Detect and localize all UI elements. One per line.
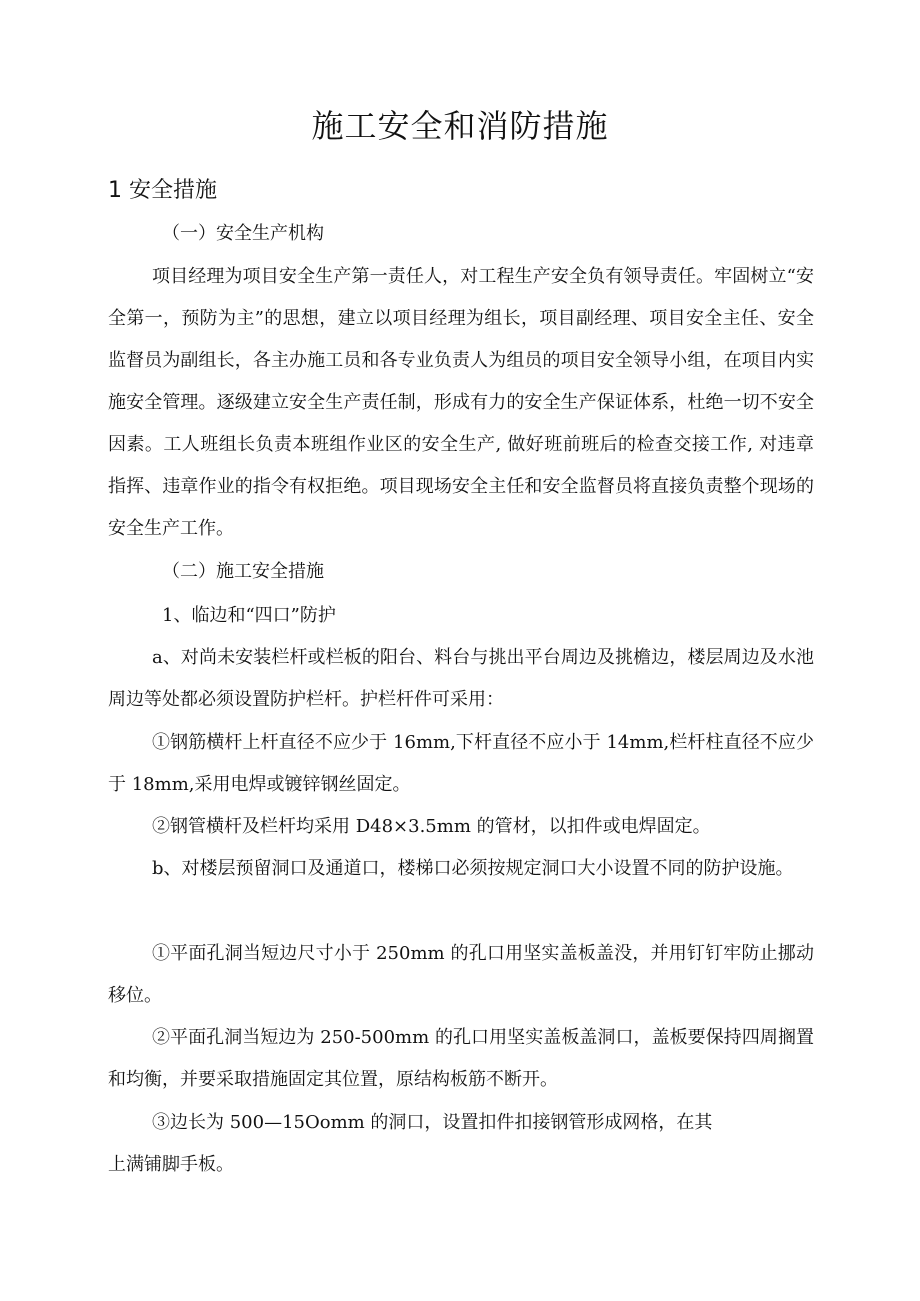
- paragraph-line: 上满铺脚手板。: [108, 1154, 234, 1175]
- subsection-heading: （二）施工安全措施: [162, 561, 324, 582]
- paragraph: [108, 1102, 814, 1186]
- paragraph: ②平面孔洞当短边为 250-500mm 的孔口用坚实盖板盖洞口，盖板要保持四周搁置和均衡，并要采取措施固定其位置，原结构板筋不断开。: [108, 1027, 814, 1090]
- subsection-heading: （一）安全生产机构: [162, 223, 324, 244]
- paragraph: ①钢筋横杆上杆直径不应少于 16mm,下杆直径不应小于 14mm,栏杆柱直径不应少于 18mm,采用电焊或镀锌钢丝固定。: [108, 732, 814, 795]
- paragraph: a、对尚未安装栏杆或栏板的阳台、料台与挑出平台周边及挑檐边，楼层周边及水池周边等处都必须设置防护栏杆。护栏杆件可采用：: [108, 647, 814, 710]
- paragraph-line: ③边长为 500—15Oomm 的洞口，设置扣件扣接钢管形成网格，在其: [152, 1112, 713, 1133]
- page-title: 施工安全和消防措施: [311, 107, 609, 145]
- subsection-heading: 1、临边和“四口”防护: [162, 605, 336, 626]
- paragraph: ①平面孔洞当短边尺寸小于 250mm 的孔口用坚实盖板盖没，并用钉钉牢防止挪动移位。: [108, 943, 814, 1006]
- section-heading: 1 安全措施: [108, 178, 217, 203]
- paragraph: b、对楼层预留洞口及通道口，楼梯口必须按规定洞口大小设置不同的防护设施。: [152, 858, 794, 879]
- paragraph: 项目经理为项目安全生产第一责任人，对工程生产安全负有领导责任。牢固树立“安全第一，预防为主”的思想，建立以项目经理为组长，项目副经理、项目安全主任、安全监督员为副组长，各主办施工员和各专业负责人为组员的项目安全领导小组，在项目内实施安全管理。逐级建立安全生产责任制，形成有力的安全生产保证体系，杜绝一切不安全因素。工人班组长负责本班组作业区的安全生产, 做好班前班后的检查交接工作, 对违章指挥、违章作业的指令有权拒绝。项目现场安全主任和安全监督员将直接负责整个现场的安全生产工作。: [108, 266, 814, 539]
- paragraph: ②钢管横杆及栏杆均采用 D48×3.5mm 的管材，以扣件或电焊固定。: [152, 816, 711, 837]
